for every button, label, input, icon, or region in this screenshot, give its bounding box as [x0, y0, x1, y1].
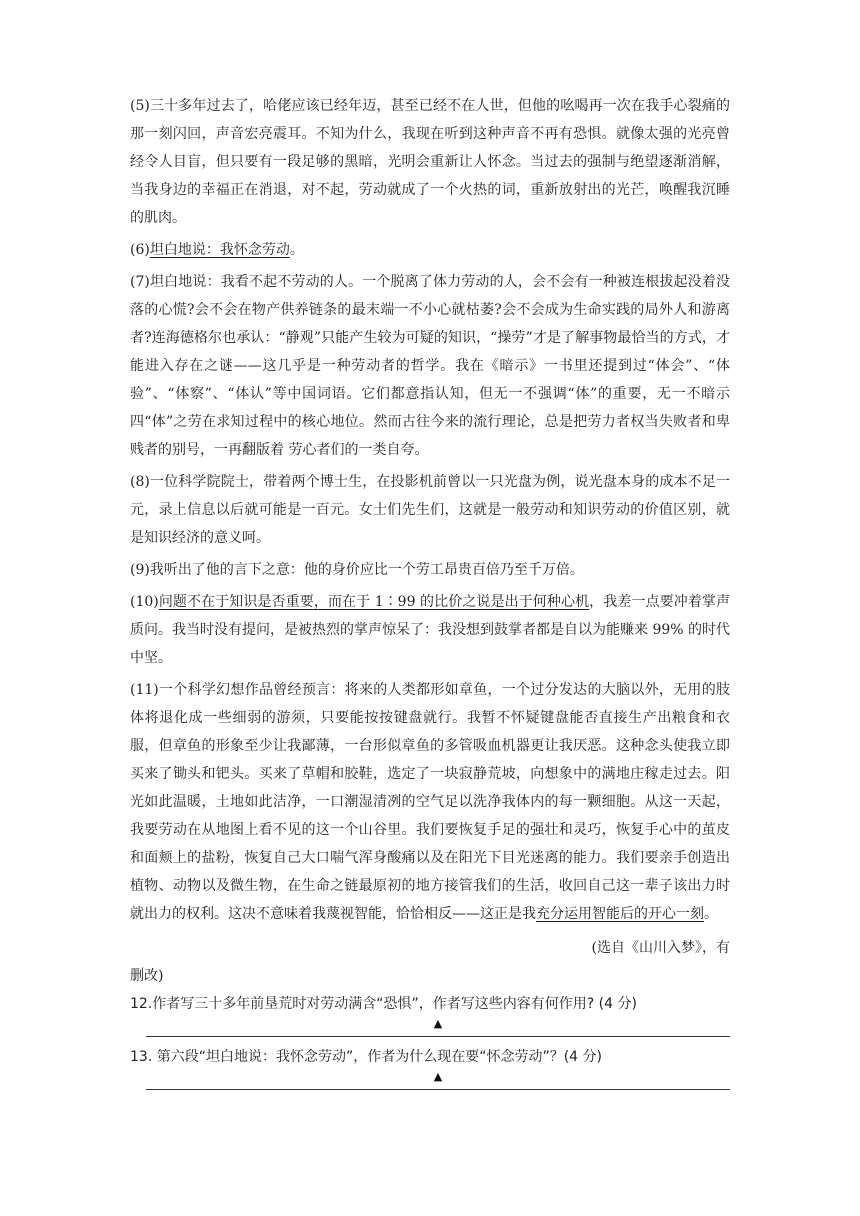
paragraph-10 — [130, 588, 730, 672]
question-13: 13. 第六段“坦白地说：我怀念劳动”，作者为什么现在要“怀念劳动”？(4 分) — [130, 1049, 603, 1065]
paragraph-6-suffix: 。 — [289, 242, 304, 258]
reading-passage — [130, 92, 730, 1090]
answer-marker-icon: ▲ — [433, 1017, 443, 1030]
paragraph-8: (8)一位科学院院士，带着两个博士生，在投影机前曾以一只光盘为例，说光盘本身的成本不足一元，录上信息以后就可能是一百元。女士们先生们，这就是一般劳动和知识劳动的价值区别，就是知识经济的意义呵。 — [130, 474, 730, 546]
source-citation: (选自《山川入梦》，有 — [591, 940, 730, 956]
paragraph-6-number: (6) — [130, 242, 150, 258]
answer-marker-icon: ▲ — [433, 1070, 443, 1083]
paragraph-11 — [130, 676, 730, 928]
paragraph-11-suffix: 。 — [704, 906, 718, 922]
paragraph-7: (7)坦白地说：我看不起不劳动的人。一个脱离了体力劳动的人，会不会有一种被连根拔起没着没落的心慌?会不会在物产供养链条的最末端一不小心就枯萎?会不会成为生命实践的局外人和游离者?连海德格尔也承认：“静观”只能产生较为可疑的知识，“操劳”才是了解事物最恰当的方式，才能进入存在之谜——这几乎是一种劳动者的哲学。我在《暗示》一书里还提到过“体会”、“体验”、“体察”、“体认”等中国词语。它们都意指认知，但无一不强调“体”的重要，无一不暗示四“体”之劳在求知过程中的核心地位。然而古往今来的流行理论，总是把劳力者权当失败者和卑贱者的别号，一再翻版着 劳心者们的一类自夸。 — [130, 274, 730, 458]
paragraph-10-number: (10) — [130, 594, 159, 610]
paragraph-9: (9)我听出了他的言下之意：他的身价应比一个劳工昂贵百倍乃至千万倍。 — [130, 562, 584, 578]
source-citation-tail: 删改) — [130, 968, 164, 984]
paragraph-6 — [130, 236, 730, 264]
paragraph-11-underlined: 充分运用智能后的开心一刻 — [536, 906, 704, 922]
paragraph-6-underlined: 坦白地说：我怀念劳动 — [149, 242, 290, 258]
answer-line-13[interactable] — [146, 1071, 730, 1090]
paragraph-11-main: (11)一个科学幻想作品曾经预言：将来的人类都形如章鱼，一个过分发达的大脑以外，无用的肢体将退化成一些细弱的游须，只要能按按键盘就行。我暂不怀疑键盘能否直接生产出粮食和衣服，但章鱼的形象至少让我鄙薄，一台形似章鱼的多管吸血机器更让我厌恶。这种念头使我立即买来了锄头和钯头。买来了草帽和胶鞋，选定了一块寂静荒坡，向想象中的满地庄稼走过去。阳光如此温暖，土地如此洁净，一口潮湿清冽的空气足以洗净我体内的每一颗细胞。从这一天起，我要劳动在从地图上看不见的这一个山谷里。我们要恢复手足的强壮和灵巧，恢复手心中的茧皮和面颊上的盐粉，恢复自己大口喘气浑身酸痛以及在阳光下目光迷离的能力。我们要亲手创造出植物、动物以及微生物，在生命之链最原初的地方接管我们的生活，收回自己这一辈子该出力时就出力的权利。这决不意味着我蔑视智能，恰恰相反——这正是我 — [130, 682, 730, 922]
answer-line-12[interactable] — [146, 1018, 730, 1037]
paragraph-10-underlined: 问题不在于知识是否重要，而在于 1∶99 的比价之说是出于何种心机 — [158, 594, 590, 610]
question-12: 12.作者写三十多年前垦荒时对劳动满含“恐惧”，作者写这些内容有何作用? (4 分) — [130, 996, 637, 1012]
paragraph-5: (5)三十多年过去了，哈佬应该已经年迈，甚至已经不在人世，但他的吆喝再一次在我手心裂痛的那一刻闪回，声音宏亮震耳。不知为什么，我现在听到这种声音不再有恐惧。就像太强的光亮曾经令人目盲，但只要有一段足够的黑暗，光明会重新让人怀念。当过去的强制与绝望逐渐消解，当我身边的幸福正在消退，对不起，劳动就成了一个火热的词，重新放射出的光芒，唤醒我沉睡的肌肉。 — [130, 98, 730, 226]
paragraph-10-suffix: ，我差一点要冲着掌声质问。我当时没有提问，是被热烈的掌声惊呆了：我没想到鼓掌者都是自以为能赚来 99% 的时代中坚。 — [130, 594, 731, 666]
